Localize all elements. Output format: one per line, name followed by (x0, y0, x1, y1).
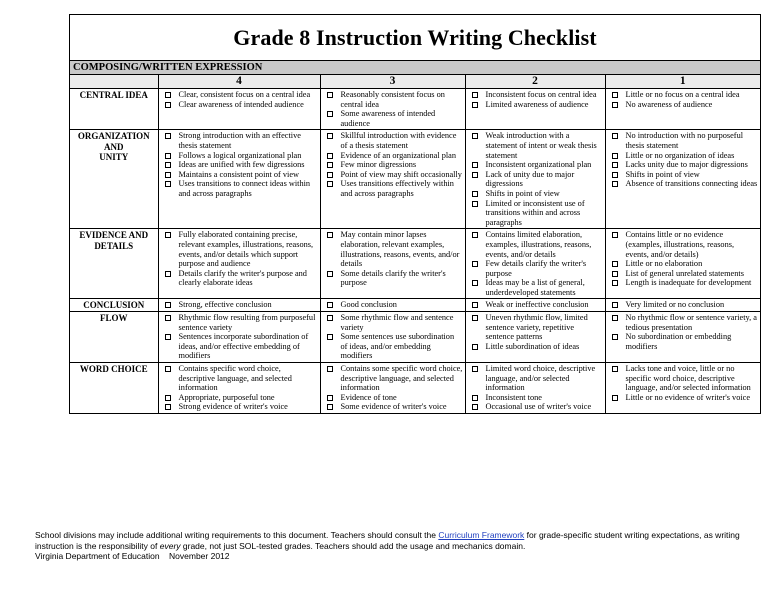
descriptor-text: Contains specific word choice, descriptive language, and selected information (178, 364, 292, 393)
descriptor-text: Very limited or no conclusion (625, 300, 725, 310)
checkbox-icon[interactable] (472, 172, 478, 178)
descriptor-item (163, 131, 318, 150)
descriptor-text: Absence of transitions connecting ideas (625, 179, 758, 189)
checkbox-icon[interactable] (327, 92, 333, 98)
descriptor-text: Evidence of an organizational plan (340, 150, 456, 160)
descriptor-text: Clear awareness of intended audience (178, 99, 304, 109)
rubric-row-flow (70, 312, 760, 363)
descriptor-item (325, 300, 463, 310)
descriptor-text: Clear, consistent focus on a central idea (178, 90, 311, 99)
descriptor-item (470, 230, 603, 259)
checkbox-icon[interactable] (612, 162, 618, 168)
descriptor-item (325, 131, 463, 150)
descriptor-item (610, 393, 759, 403)
descriptor-text: No rhythmic flow or sentence variety, a tedious presentation (625, 313, 757, 332)
rubric-table (70, 61, 760, 413)
cell-score-3 (320, 363, 465, 413)
descriptor-item (470, 342, 603, 352)
checkbox-icon[interactable] (165, 232, 171, 238)
checkbox-icon[interactable] (165, 366, 171, 372)
descriptor-item (325, 170, 463, 180)
descriptor-text: Lacks unity due to major digressions (625, 160, 748, 170)
checkbox-icon[interactable] (165, 271, 171, 277)
cell-score-2 (465, 130, 605, 229)
descriptor-item (610, 278, 759, 288)
descriptor-list (606, 130, 761, 190)
checkbox-icon[interactable] (327, 315, 333, 321)
title-box (70, 15, 760, 61)
descriptor-item (325, 151, 463, 161)
cell-score-4 (158, 229, 320, 299)
descriptor-item (610, 170, 759, 180)
descriptor-item (610, 100, 759, 110)
descriptor-text: Sentences incorporate subordination of ideas, and/or effective embedding of modifiers (178, 332, 309, 361)
checkbox-icon[interactable] (472, 404, 478, 410)
checkbox-icon[interactable] (327, 153, 333, 159)
descriptor-text: Occasional use of writer's voice (485, 402, 592, 412)
rubric-row-central-idea (70, 89, 760, 130)
descriptor-item (163, 313, 318, 332)
descriptor-item (610, 90, 759, 100)
descriptor-item (325, 160, 463, 170)
rubric-row-conclusion (70, 299, 760, 312)
cell-score-2 (465, 312, 605, 363)
descriptor-text: Some details clarify the writer's purpose (340, 268, 446, 288)
score-header-3: 3 (320, 75, 465, 89)
checkbox-icon[interactable] (165, 102, 171, 108)
descriptor-item (470, 199, 603, 228)
descriptor-text: No awareness of audience (625, 99, 713, 109)
cell-score-4 (158, 299, 320, 312)
checkbox-icon[interactable] (472, 315, 478, 321)
descriptor-text: Some rhythmic flow and sentence variety (340, 313, 454, 332)
cell-score-1 (605, 130, 760, 229)
checkbox-icon[interactable] (165, 302, 171, 308)
section-header-row (70, 61, 760, 75)
score-header-1: 1 (605, 75, 760, 89)
descriptor-text: Inconsistent organizational plan (485, 160, 592, 170)
checkbox-icon[interactable] (612, 133, 618, 139)
checkbox-icon[interactable] (612, 271, 618, 277)
descriptor-item (325, 402, 463, 412)
descriptor-item (325, 364, 463, 393)
checkbox-icon[interactable] (165, 404, 171, 410)
descriptor-text: Limited word choice, descriptive language, and/or selected information (485, 364, 596, 393)
descriptor-text: Strong evidence of writer's voice (178, 402, 288, 412)
descriptor-item (610, 179, 759, 189)
descriptor-item (470, 402, 603, 412)
descriptor-list (321, 299, 465, 311)
cell-score-3 (320, 229, 465, 299)
checkbox-icon[interactable] (612, 302, 618, 308)
checkbox-icon[interactable] (612, 280, 618, 286)
cell-score-1 (605, 229, 760, 299)
checkbox-icon[interactable] (472, 191, 478, 197)
checkbox-icon[interactable] (612, 232, 618, 238)
descriptor-item (325, 393, 463, 403)
descriptor-text: Contains some specific word choice, descriptive language, and selected information (340, 364, 463, 393)
checkbox-icon[interactable] (165, 315, 171, 321)
score-header-blank (70, 75, 158, 89)
descriptor-text: Maintains a consistent point of view (178, 169, 300, 179)
descriptor-item (325, 269, 463, 288)
score-header-2: 2 (465, 75, 605, 89)
descriptor-item (610, 269, 759, 279)
descriptor-text: Length is inadequate for development (625, 278, 752, 288)
checkbox-icon[interactable] (327, 404, 333, 410)
footer-text-a: School divisions may include additional writing requirements to this document. Teachers should consult the (35, 530, 439, 540)
checkbox-icon[interactable] (612, 395, 618, 401)
descriptor-item (470, 170, 603, 189)
descriptor-list (159, 130, 320, 199)
cell-score-1 (605, 299, 760, 312)
descriptor-text: Contains limited elaboration, examples, illustrations, reasons, events, and/or details (485, 230, 592, 259)
checkbox-icon[interactable] (327, 162, 333, 168)
descriptor-item (325, 109, 463, 128)
checkbox-icon[interactable] (327, 395, 333, 401)
rubric-row-word-choice (70, 363, 760, 413)
footer-credit: Virginia Department of Education November 2012 (35, 551, 230, 562)
checkbox-icon[interactable] (165, 162, 171, 168)
descriptor-text: Little or no evidence of writer's voice (625, 392, 751, 402)
descriptor-text: Follows a logical organizational plan (178, 150, 302, 160)
checkbox-icon[interactable] (165, 133, 171, 139)
descriptor-item (610, 300, 759, 310)
descriptor-text: Good conclusion (340, 300, 397, 310)
checkbox-icon[interactable] (472, 133, 478, 139)
checkbox-icon[interactable] (612, 172, 618, 178)
descriptor-text: Strong, effective conclusion (178, 300, 272, 310)
checkbox-icon[interactable] (472, 232, 478, 238)
curriculum-framework-link[interactable]: Curriculum Framework (438, 530, 525, 540)
descriptor-text: Few details clarify the writer's purpose (485, 259, 587, 278)
descriptor-item (163, 364, 318, 393)
descriptor-list (159, 312, 320, 362)
checkbox-icon[interactable] (612, 334, 618, 340)
descriptor-text: Weak introduction with a statement of intent or weak thesis statement (485, 131, 597, 160)
descriptor-text: Ideas are unified with few digressions (178, 160, 305, 170)
descriptor-list (159, 89, 320, 110)
descriptor-text: List of general unrelated statements (625, 268, 744, 278)
cell-score-1 (605, 312, 760, 363)
descriptor-text: Inconsistent focus on central idea (485, 90, 597, 99)
descriptor-item (470, 100, 603, 110)
checkbox-icon[interactable] (612, 92, 618, 98)
descriptor-item (163, 179, 318, 198)
checkbox-icon[interactable] (472, 344, 478, 350)
descriptor-item (470, 278, 603, 297)
checkbox-icon[interactable] (165, 181, 171, 187)
checkbox-icon[interactable] (472, 162, 478, 168)
descriptor-list (606, 229, 761, 289)
criterion-label: CONCLUSION (70, 299, 158, 312)
score-header-4: 4 (158, 75, 320, 89)
descriptor-list (606, 299, 761, 311)
descriptor-item (163, 269, 318, 288)
descriptor-item (325, 332, 463, 361)
descriptor-list (466, 89, 605, 110)
checkbox-icon[interactable] (327, 232, 333, 238)
cell-score-2 (465, 229, 605, 299)
checkbox-icon[interactable] (327, 172, 333, 178)
footer-emphasis: every (159, 540, 181, 551)
descriptor-item (610, 230, 759, 259)
descriptor-text: Reasonably consistent focus on central idea (340, 90, 445, 109)
criterion-label: WORD CHOICE (70, 363, 158, 413)
footer-paragraph (35, 530, 760, 551)
cell-score-3 (320, 130, 465, 229)
checkbox-icon[interactable] (327, 271, 333, 277)
footer-text-b: for grade-specific student writing expectations, as writing instruction is the responsibility of (35, 530, 740, 551)
rubric-row-evidence-and-details (70, 229, 760, 299)
descriptor-text: Little subordination of ideas (485, 341, 580, 351)
descriptor-text: Lacks tone and voice, little or no specific word choice, descriptive language, and/or selected information (625, 364, 751, 393)
descriptor-list (321, 363, 465, 413)
descriptor-item (163, 332, 318, 361)
rubric-row-organization-and-unity (70, 130, 760, 229)
checkbox-icon[interactable] (472, 261, 478, 267)
score-header-row (70, 75, 760, 89)
checkbox-icon[interactable] (327, 302, 333, 308)
descriptor-item (610, 364, 759, 393)
descriptor-item (163, 151, 318, 161)
cell-score-3 (320, 299, 465, 312)
descriptor-text: Rhythmic flow resulting from purposeful sentence variety (178, 313, 316, 332)
cell-score-4 (158, 312, 320, 363)
descriptor-text: Lack of unity due to major digressions (485, 169, 575, 189)
descriptor-list (466, 363, 605, 413)
descriptor-text: Shifts in point of view (625, 169, 700, 179)
descriptor-item (325, 230, 463, 268)
descriptor-item (163, 402, 318, 412)
descriptor-item (610, 259, 759, 269)
descriptor-text: Limited or inconsistent use of transitions within and across paragraphs (485, 198, 585, 227)
footer-note (35, 530, 760, 562)
checkbox-icon[interactable] (327, 366, 333, 372)
cell-score-1 (605, 363, 760, 413)
checkbox-icon[interactable] (165, 395, 171, 401)
checkbox-icon[interactable] (612, 366, 618, 372)
criterion-label: EVIDENCE AND DETAILS (70, 229, 158, 299)
descriptor-item (325, 90, 463, 109)
checkbox-icon[interactable] (472, 366, 478, 372)
page-title: Grade 8 Instruction Writing Checklist (233, 24, 597, 50)
footer-text-c: grade, not just SOL-tested grades. Teachers should add the usage and mechanics domain. (180, 540, 526, 551)
checkbox-icon[interactable] (612, 102, 618, 108)
checkbox-icon[interactable] (612, 315, 618, 321)
checkbox-icon[interactable] (472, 102, 478, 108)
checkbox-icon[interactable] (472, 92, 478, 98)
descriptor-text: Appropriate, purposeful tone (178, 392, 275, 402)
descriptor-item (610, 313, 759, 332)
criterion-label: ORGANIZATION AND UNITY (70, 130, 158, 229)
cell-score-2 (465, 363, 605, 413)
descriptor-item (163, 160, 318, 170)
descriptor-list (159, 363, 320, 413)
checkbox-icon[interactable] (327, 133, 333, 139)
descriptor-list (466, 229, 605, 298)
descriptor-text: Point of view may shift occasionally (340, 169, 462, 179)
descriptor-item (610, 160, 759, 170)
descriptor-item (470, 259, 603, 278)
checkbox-icon[interactable] (327, 334, 333, 340)
descriptor-text: Ideas may be a list of general, underdeveloped statements (485, 278, 585, 297)
descriptor-text: Few minor digressions (340, 160, 417, 170)
checkbox-icon[interactable] (472, 280, 478, 286)
descriptor-text: May contain minor lapses elaboration, relevant examples, illustrations, reasons, events, and/or details (340, 230, 460, 269)
descriptor-list (606, 89, 761, 110)
descriptor-text: Uses transitions effectively within and across paragraphs (340, 179, 454, 198)
descriptor-text: No introduction with no purposeful thesis statement (625, 131, 744, 150)
descriptor-text: Shifts in point of view (485, 188, 560, 198)
checkbox-icon[interactable] (472, 302, 478, 308)
descriptor-item (610, 332, 759, 351)
descriptor-list (466, 312, 605, 352)
descriptor-text: Contains little or no evidence (examples, illustrations, reasons, events, and/or details) (625, 230, 735, 259)
section-header: COMPOSING/WRITTEN EXPRESSION (70, 61, 760, 75)
descriptor-item (610, 151, 759, 161)
checkbox-icon[interactable] (165, 92, 171, 98)
descriptor-text: Little or no focus on a central idea (625, 90, 740, 99)
descriptor-list (321, 229, 465, 289)
checkbox-icon[interactable] (165, 153, 171, 159)
descriptor-item (163, 230, 318, 268)
checkbox-icon[interactable] (165, 334, 171, 340)
descriptor-text: Uses transitions to connect ideas within and across paragraphs (178, 179, 311, 198)
descriptor-text: Little or no organization of ideas (625, 150, 735, 160)
descriptor-list (466, 130, 605, 228)
descriptor-item (470, 393, 603, 403)
checkbox-icon[interactable] (472, 395, 478, 401)
checkbox-icon[interactable] (612, 153, 618, 159)
descriptor-list (466, 299, 605, 311)
descriptor-item (470, 313, 603, 342)
descriptor-text: Some awareness of intended audience (340, 109, 436, 128)
descriptor-list (321, 89, 465, 129)
descriptor-list (321, 312, 465, 362)
cell-score-3 (320, 89, 465, 130)
descriptor-item (163, 100, 318, 110)
descriptor-text: Evidence of tone (340, 392, 397, 402)
criterion-label: FLOW (70, 312, 158, 363)
descriptor-item (470, 364, 603, 393)
cell-score-1 (605, 89, 760, 130)
descriptor-text: Some evidence of writer's voice (340, 402, 447, 412)
cell-score-2 (465, 89, 605, 130)
descriptor-text: Details clarify the writer's purpose and clearly elaborate ideas (178, 268, 307, 288)
cell-score-3 (320, 312, 465, 363)
descriptor-text: Little or no elaboration (625, 259, 703, 269)
descriptor-text: Weak or ineffective conclusion (485, 300, 589, 310)
descriptor-item (163, 393, 318, 403)
descriptor-item (470, 300, 603, 310)
descriptor-list (321, 130, 465, 199)
descriptor-text: Limited awareness of audience (485, 99, 589, 109)
cell-score-4 (158, 130, 320, 229)
checkbox-icon[interactable] (165, 172, 171, 178)
descriptor-item (470, 189, 603, 199)
descriptor-list (159, 229, 320, 289)
descriptor-item (470, 90, 603, 100)
checkbox-icon[interactable] (327, 111, 333, 117)
cell-score-4 (158, 363, 320, 413)
descriptor-item (470, 160, 603, 170)
descriptor-item (163, 300, 318, 310)
descriptor-text: Skillful introduction with evidence of a thesis statement (340, 131, 457, 150)
cell-score-2 (465, 299, 605, 312)
descriptor-list (606, 312, 761, 352)
descriptor-item (610, 131, 759, 150)
descriptor-text: Fully elaborated containing precise, relevant examples, illustrations, reasons, events, and/or details which support purpose and audience (178, 230, 314, 269)
descriptor-item (325, 313, 463, 332)
checkbox-icon[interactable] (472, 201, 478, 207)
descriptor-list (159, 299, 320, 311)
criterion-label: CENTRAL IDEA (70, 89, 158, 130)
descriptor-item (163, 90, 318, 100)
checklist-sheet (69, 14, 761, 414)
descriptor-item (470, 131, 603, 160)
descriptor-item (325, 179, 463, 198)
descriptor-text: Some sentences use subordination of ideas, and/or embedding modifiers (340, 332, 455, 361)
cell-score-4 (158, 89, 320, 130)
checkbox-icon[interactable] (327, 181, 333, 187)
checkbox-icon[interactable] (612, 181, 618, 187)
descriptor-text: Strong introduction with an effective thesis statement (178, 131, 301, 150)
checkbox-icon[interactable] (612, 261, 618, 267)
descriptor-text: No subordination or embedding modifiers (625, 332, 732, 351)
descriptor-list (606, 363, 761, 403)
descriptor-item (163, 170, 318, 180)
descriptor-text: Uneven rhythmic flow, limited sentence variety, repetitive sentence patterns (485, 313, 588, 342)
descriptor-text: Inconsistent tone (485, 392, 542, 402)
